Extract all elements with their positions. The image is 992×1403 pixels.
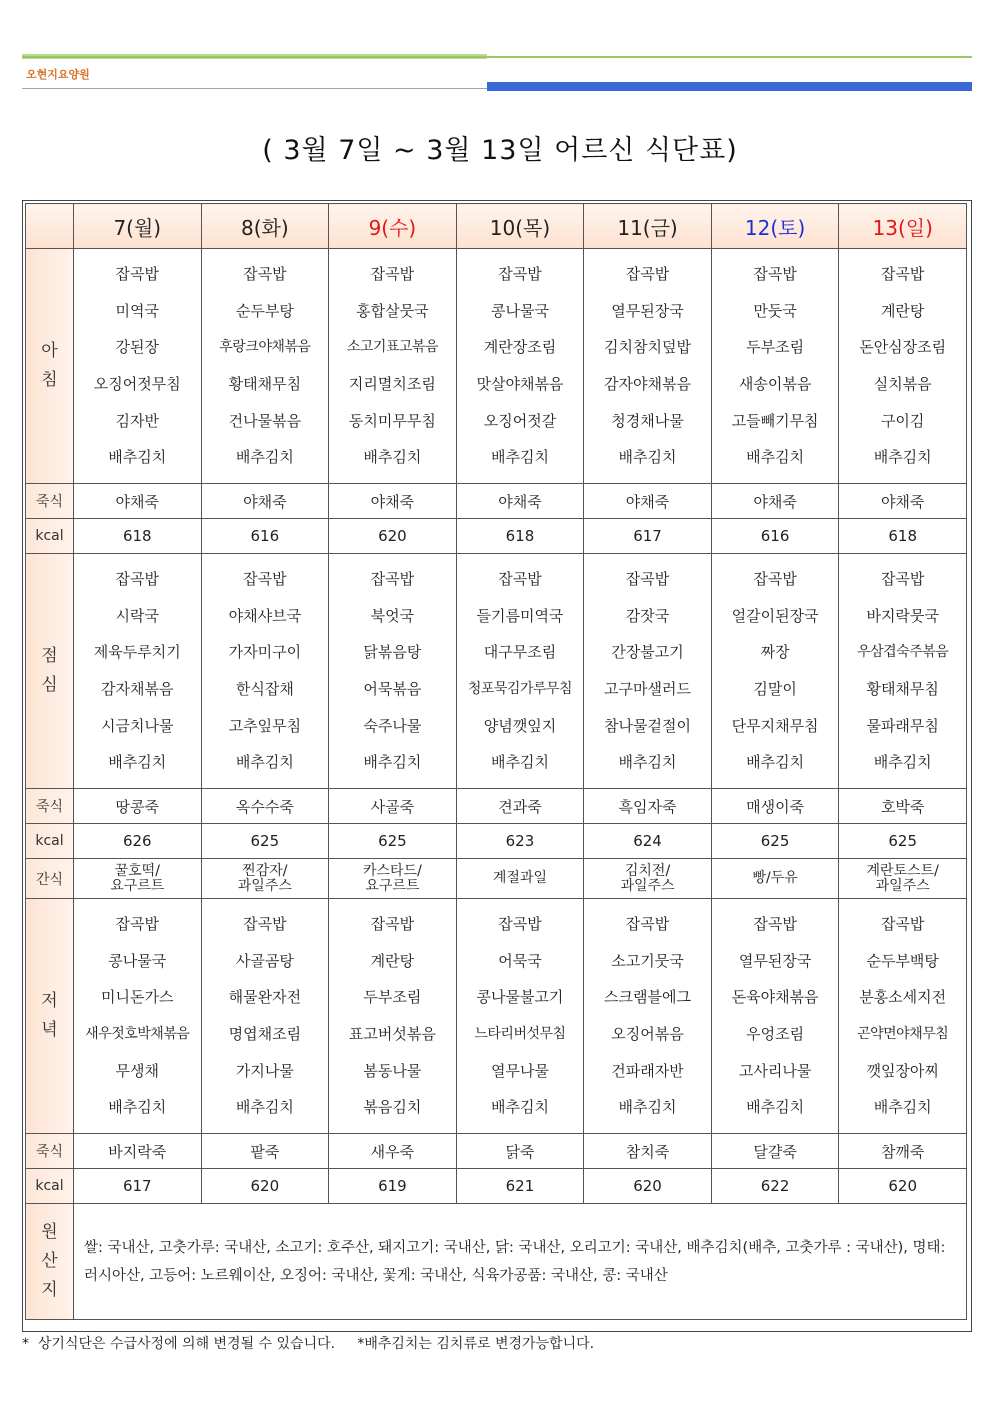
menu-item: 잡곡밥 bbox=[625, 915, 670, 934]
menu-item: 청포묵김가루무침 bbox=[467, 681, 573, 697]
menu-item: 들기름미역국 bbox=[476, 606, 564, 625]
breakfast-menu-row bbox=[26, 249, 967, 484]
header-blue-bar bbox=[487, 82, 972, 91]
menu-item: 계란장조림 bbox=[483, 338, 557, 357]
menu-item: 단무지채무침 bbox=[731, 716, 819, 735]
page-title: ( 3월 7일 ~ 3월 13일 어르신 식단표) bbox=[262, 135, 738, 166]
menu-item: 잡곡밥 bbox=[115, 915, 160, 934]
snack-cell bbox=[456, 859, 584, 899]
menu-item: 배추김치 bbox=[235, 1098, 294, 1117]
menu-item: 구이김 bbox=[880, 411, 925, 430]
menu-item: 얼갈이된장국 bbox=[731, 606, 819, 625]
row-label-kcal: kcal bbox=[26, 519, 74, 554]
porridge-cell: 야채죽 bbox=[201, 484, 329, 519]
menu-item: 맛살야채볶음 bbox=[476, 375, 564, 393]
dinner-menu-cell bbox=[839, 899, 967, 1134]
menu-item: 제육두루치기 bbox=[93, 643, 181, 662]
kcal-cell: 622 bbox=[711, 1169, 839, 1204]
porridge-cell: 팥죽 bbox=[201, 1134, 329, 1169]
porridge-cell: 호박죽 bbox=[839, 789, 967, 824]
menu-item: 분홍소세지전 bbox=[859, 988, 947, 1007]
menu-item: 배추김치 bbox=[873, 448, 932, 467]
menu-item: 잡곡밥 bbox=[498, 265, 542, 284]
porridge-cell: 매생이죽 bbox=[711, 789, 839, 824]
menu-item: 가자미구이 bbox=[228, 643, 302, 662]
menu-item: 만둣국 bbox=[753, 301, 797, 320]
breakfast-porridge-row bbox=[26, 484, 967, 519]
snack-line: 계란토스트/ bbox=[866, 862, 939, 879]
row-label-char: 지 bbox=[41, 1280, 58, 1300]
snack-line: 요구르트 bbox=[110, 877, 165, 894]
kcal-cell: 620 bbox=[201, 1169, 329, 1204]
menu-item: 잡곡밥 bbox=[753, 915, 797, 934]
origin-row bbox=[26, 1204, 967, 1320]
menu-item: 오징어젓갈 bbox=[483, 411, 557, 430]
menu-item: 실치볶음 bbox=[873, 375, 932, 393]
dinner-menu-cell bbox=[711, 899, 839, 1134]
lunch-menu-cell bbox=[456, 554, 584, 789]
row-label-char: 산 bbox=[41, 1251, 58, 1271]
menu-item: 잡곡밥 bbox=[498, 570, 542, 589]
header-green-line bbox=[22, 56, 972, 58]
kcal-cell: 620 bbox=[329, 519, 457, 554]
snack-cell bbox=[839, 859, 967, 899]
porridge-cell: 사골죽 bbox=[329, 789, 457, 824]
menu-item: 새송이볶음 bbox=[738, 375, 812, 393]
row-label-char: 아 bbox=[41, 341, 58, 361]
menu-item: 청경채나물 bbox=[611, 411, 684, 430]
snack-row bbox=[26, 859, 967, 899]
snack-line: 요구르트 bbox=[365, 877, 420, 894]
porridge-cell: 새우죽 bbox=[329, 1134, 457, 1169]
dinner-kcal-row bbox=[26, 1169, 967, 1204]
row-label-char: 점 bbox=[41, 646, 58, 666]
snack-line: 찐감자/ bbox=[242, 862, 288, 879]
breakfast-menu-cell bbox=[201, 249, 329, 484]
dinner-menu-cell bbox=[584, 899, 712, 1134]
menu-item: 순두부백탕 bbox=[866, 951, 939, 970]
menu-item: 잡곡밥 bbox=[880, 265, 925, 284]
dinner-menu-cell bbox=[329, 899, 457, 1134]
header-divider bbox=[22, 88, 487, 89]
menu-item: 두부조림 bbox=[363, 988, 422, 1007]
menu-item: 잡곡밥 bbox=[370, 265, 415, 284]
snack-line: 김치전/ bbox=[624, 862, 671, 879]
kcal-cell: 619 bbox=[329, 1169, 457, 1204]
menu-item: 홍합살뭇국 bbox=[356, 301, 429, 320]
menu-item: 가지나물 bbox=[235, 1061, 294, 1080]
breakfast-menu-cell bbox=[456, 249, 584, 484]
snack-cell bbox=[584, 859, 712, 899]
dinner-menu-cell bbox=[74, 899, 202, 1134]
breakfast-kcal-row bbox=[26, 519, 967, 554]
day-header: 7(월) bbox=[74, 204, 202, 249]
dinner-menu-cell bbox=[456, 899, 584, 1134]
menu-item: 봄동나물 bbox=[363, 1061, 422, 1080]
menu-item: 배추김치 bbox=[490, 448, 549, 467]
lunch-menu-row bbox=[26, 554, 967, 789]
kcal-cell: 623 bbox=[456, 824, 584, 859]
breakfast-menu-cell bbox=[329, 249, 457, 484]
menu-item: 배추김치 bbox=[746, 753, 805, 772]
dinner-menu-cell bbox=[201, 899, 329, 1134]
menu-item: 배추김치 bbox=[746, 1098, 805, 1117]
day-header: 9(수) bbox=[329, 204, 457, 249]
day-header: 10(목) bbox=[456, 204, 584, 249]
lunch-menu-cell bbox=[329, 554, 457, 789]
menu-item: 배추김치 bbox=[618, 1098, 677, 1117]
day-header: 8(화) bbox=[201, 204, 329, 249]
menu-item: 시금치나물 bbox=[101, 716, 174, 735]
day-header: 11(금) bbox=[584, 204, 712, 249]
menu-item: 배추김치 bbox=[108, 753, 167, 772]
kcal-cell: 618 bbox=[74, 519, 202, 554]
porridge-cell: 옥수수죽 bbox=[201, 789, 329, 824]
menu-item: 황태채무침 bbox=[228, 375, 302, 393]
porridge-cell: 야채죽 bbox=[329, 484, 457, 519]
row-label-lunch bbox=[26, 554, 74, 789]
menu-item: 콩나물국 bbox=[490, 301, 549, 320]
snack-cell bbox=[329, 859, 457, 899]
snack-line: 계절과일 bbox=[492, 870, 548, 886]
menu-item: 돈안심장조림 bbox=[859, 338, 947, 357]
porridge-cell: 야채죽 bbox=[584, 484, 712, 519]
menu-item: 새우젓호박채볶음 bbox=[85, 1026, 190, 1042]
snack-line: 빵/두유 bbox=[752, 870, 798, 886]
breakfast-menu-cell bbox=[839, 249, 967, 484]
porridge-cell: 흑임자죽 bbox=[584, 789, 712, 824]
row-label-char: 저 bbox=[41, 991, 58, 1011]
menu-item: 오징어볶음 bbox=[611, 1025, 684, 1043]
menu-item: 오징어젓무침 bbox=[93, 375, 181, 393]
menu-item: 열무된장국 bbox=[611, 301, 684, 320]
row-label-kcal: kcal bbox=[26, 824, 74, 859]
meal-table bbox=[25, 203, 967, 1320]
kcal-cell: 624 bbox=[584, 824, 712, 859]
menu-item: 계란탕 bbox=[880, 301, 925, 320]
menu-item: 참나물겉절이 bbox=[604, 716, 691, 735]
menu-item: 배추김치 bbox=[108, 1098, 167, 1117]
menu-item: 곤약면야채무침 bbox=[857, 1026, 949, 1042]
row-label-char: 원 bbox=[41, 1222, 58, 1242]
menu-item: 김말이 bbox=[753, 680, 797, 698]
menu-item: 콩나물국 bbox=[108, 951, 167, 970]
menu-item: 잡곡밥 bbox=[243, 915, 287, 934]
menu-item: 열무나물 bbox=[490, 1061, 549, 1080]
menu-item: 배추김치 bbox=[235, 448, 294, 467]
menu-item: 배추김치 bbox=[746, 448, 805, 467]
menu-item: 스크램블에그 bbox=[604, 988, 691, 1007]
corner-cell bbox=[26, 204, 74, 249]
menu-item: 한식잡채 bbox=[235, 680, 294, 698]
menu-item: 배추김치 bbox=[235, 753, 294, 772]
lunch-kcal-row bbox=[26, 824, 967, 859]
kcal-cell: 626 bbox=[74, 824, 202, 859]
porridge-cell: 참치죽 bbox=[584, 1134, 712, 1169]
menu-item: 배추김치 bbox=[363, 448, 422, 467]
org-name: 오현지요양원 bbox=[26, 68, 90, 81]
menu-item: 어묵국 bbox=[498, 951, 542, 970]
row-label-porridge: 죽식 bbox=[26, 1134, 74, 1169]
menu-item: 소고기뭇국 bbox=[611, 951, 684, 970]
row-label-porridge: 죽식 bbox=[26, 484, 74, 519]
menu-item: 짜장 bbox=[760, 643, 790, 662]
menu-item: 야채샤브국 bbox=[228, 606, 302, 625]
kcal-cell: 616 bbox=[201, 519, 329, 554]
menu-item: 잡곡밥 bbox=[115, 570, 160, 589]
menu-item: 배추김치 bbox=[618, 753, 677, 772]
menu-item: 고들빼기무침 bbox=[731, 411, 819, 430]
snack-line: 과일주스 bbox=[875, 877, 930, 894]
snack-cell bbox=[74, 859, 202, 899]
menu-item: 간장불고기 bbox=[611, 643, 684, 662]
menu-item: 소고기표고볶음 bbox=[346, 339, 438, 356]
menu-item: 배추김치 bbox=[108, 448, 167, 467]
menu-item: 김치참치덮밥 bbox=[604, 338, 691, 357]
menu-item: 배추김치 bbox=[363, 753, 422, 772]
lunch-menu-cell bbox=[839, 554, 967, 789]
menu-item: 잡곡밥 bbox=[625, 265, 670, 284]
menu-item: 시락국 bbox=[115, 606, 160, 625]
row-label-char: 침 bbox=[41, 370, 58, 390]
row-label-porridge: 죽식 bbox=[26, 789, 74, 824]
menu-item: 느타리버섯무침 bbox=[474, 1026, 566, 1042]
menu-item: 잡곡밥 bbox=[243, 265, 287, 284]
menu-item: 잡곡밥 bbox=[625, 570, 670, 589]
menu-item: 감자야채볶음 bbox=[604, 375, 691, 393]
menu-item: 고사리나물 bbox=[738, 1061, 812, 1080]
menu-item: 미니돈가스 bbox=[101, 988, 174, 1007]
row-label-dinner bbox=[26, 899, 74, 1134]
lunch-menu-cell bbox=[584, 554, 712, 789]
origin-text: 쌀: 국내산, 고춧가루: 국내산, 소고기: 호주산, 돼지고기: 국내산, 닭: 국내산, 오리고기: 국내산, 배추김치(배추, 고춧가루 : 국내산), 명태: 러시아산, 고등어: 노르웨이산, 오징어: 국내산, 꽃게: 국내산, 식육가공품: 국내산, 콩: 국내산 bbox=[74, 1204, 967, 1320]
menu-item: 사골곰탕 bbox=[235, 951, 294, 970]
menu-item: 두부조림 bbox=[746, 338, 805, 357]
breakfast-menu-cell bbox=[711, 249, 839, 484]
menu-item: 고구마샐러드 bbox=[604, 680, 691, 698]
porridge-cell: 바지락죽 bbox=[74, 1134, 202, 1169]
menu-item: 건나물볶음 bbox=[228, 411, 302, 430]
dinner-porridge-row bbox=[26, 1134, 967, 1169]
porridge-cell: 땅콩죽 bbox=[74, 789, 202, 824]
menu-item: 잡곡밥 bbox=[880, 915, 925, 934]
menu-item: 김자반 bbox=[115, 411, 160, 430]
lunch-menu-cell bbox=[201, 554, 329, 789]
lunch-menu-cell bbox=[74, 554, 202, 789]
kcal-cell: 625 bbox=[711, 824, 839, 859]
menu-item: 해물완자전 bbox=[228, 988, 302, 1007]
menu-item: 잡곡밥 bbox=[498, 915, 542, 934]
porridge-cell: 야채죽 bbox=[456, 484, 584, 519]
menu-item: 배추김치 bbox=[490, 1098, 549, 1117]
menu-item: 감자채볶음 bbox=[101, 680, 174, 698]
menu-item: 북엇국 bbox=[370, 606, 415, 625]
snack-cell bbox=[711, 859, 839, 899]
porridge-cell: 야채죽 bbox=[711, 484, 839, 519]
menu-item: 명엽채조림 bbox=[228, 1025, 302, 1043]
menu-item: 고추잎무침 bbox=[228, 716, 302, 735]
row-label-char: 심 bbox=[41, 675, 58, 695]
day-header: 12(토) bbox=[711, 204, 839, 249]
snack-cell bbox=[201, 859, 329, 899]
breakfast-menu-cell bbox=[74, 249, 202, 484]
menu-item: 건파래자반 bbox=[611, 1061, 684, 1080]
row-label-origin bbox=[26, 1204, 74, 1320]
footer-note: * 상기식단은 수급사정에 의해 변경될 수 있습니다. *배추김치는 김치류로 변경가능합니다. bbox=[22, 1336, 595, 1352]
menu-item: 잡곡밥 bbox=[115, 265, 160, 284]
menu-item: 동치미무무침 bbox=[348, 411, 436, 430]
kcal-cell: 617 bbox=[584, 519, 712, 554]
menu-item: 잡곡밥 bbox=[753, 265, 797, 284]
menu-item: 배추김치 bbox=[490, 753, 549, 772]
menu-item: 감잣국 bbox=[625, 606, 670, 625]
kcal-cell: 621 bbox=[456, 1169, 584, 1204]
menu-item: 볶음김치 bbox=[363, 1098, 422, 1117]
day-header: 13(일) bbox=[839, 204, 967, 249]
menu-item: 우엉조림 bbox=[746, 1025, 805, 1043]
menu-item: 숙주나물 bbox=[363, 716, 422, 735]
menu-item: 잡곡밥 bbox=[370, 570, 415, 589]
menu-item: 닭볶음탕 bbox=[363, 643, 422, 662]
breakfast-menu-cell bbox=[584, 249, 712, 484]
porridge-cell: 닭죽 bbox=[456, 1134, 584, 1169]
menu-item: 열무된장국 bbox=[738, 951, 812, 970]
day-header-row bbox=[26, 204, 967, 249]
menu-item: 잡곡밥 bbox=[243, 570, 287, 589]
porridge-cell: 야채죽 bbox=[74, 484, 202, 519]
menu-item: 순두부탕 bbox=[235, 301, 294, 320]
menu-item: 물파래무침 bbox=[866, 716, 939, 735]
kcal-cell: 625 bbox=[201, 824, 329, 859]
menu-item: 대구무조림 bbox=[483, 643, 557, 662]
lunch-menu-cell bbox=[711, 554, 839, 789]
lunch-porridge-row bbox=[26, 789, 967, 824]
menu-item: 어묵볶음 bbox=[363, 680, 422, 698]
row-label-char: 녁 bbox=[41, 1020, 58, 1040]
menu-item: 표고버섯볶음 bbox=[348, 1025, 436, 1043]
menu-item: 잡곡밥 bbox=[370, 915, 415, 934]
menu-item: 지리멸치조림 bbox=[348, 375, 436, 393]
snack-line: 카스타드/ bbox=[362, 862, 422, 879]
row-label-snack: 간식 bbox=[26, 859, 74, 899]
menu-item: 배추김치 bbox=[873, 1098, 932, 1117]
snack-line: 꿀호떡/ bbox=[114, 862, 160, 879]
menu-item: 양념깻잎지 bbox=[483, 716, 557, 735]
porridge-cell: 달걀죽 bbox=[711, 1134, 839, 1169]
porridge-cell: 참깨죽 bbox=[839, 1134, 967, 1169]
dinner-menu-row bbox=[26, 899, 967, 1134]
snack-line: 과일주스 bbox=[237, 877, 292, 894]
menu-item: 계란탕 bbox=[370, 951, 415, 970]
menu-item: 무생채 bbox=[115, 1061, 160, 1080]
menu-item: 콩나물불고기 bbox=[476, 988, 564, 1007]
menu-item: 우삼겹숙주볶음 bbox=[857, 644, 949, 661]
snack-line: 과일주스 bbox=[620, 877, 675, 894]
kcal-cell: 625 bbox=[329, 824, 457, 859]
porridge-cell: 견과죽 bbox=[456, 789, 584, 824]
menu-item: 돈육야채볶음 bbox=[731, 988, 819, 1007]
kcal-cell: 620 bbox=[584, 1169, 712, 1204]
row-label-breakfast bbox=[26, 249, 74, 484]
menu-item: 황태채무침 bbox=[866, 680, 939, 698]
menu-item: 잡곡밥 bbox=[880, 570, 925, 589]
kcal-cell: 617 bbox=[74, 1169, 202, 1204]
menu-item: 배추김치 bbox=[618, 448, 677, 467]
kcal-cell: 620 bbox=[839, 1169, 967, 1204]
kcal-cell: 618 bbox=[839, 519, 967, 554]
porridge-cell: 야채죽 bbox=[839, 484, 967, 519]
kcal-cell: 618 bbox=[456, 519, 584, 554]
menu-item: 배추김치 bbox=[873, 753, 932, 772]
menu-item: 깻잎장아찌 bbox=[866, 1061, 939, 1080]
menu-item: 미역국 bbox=[115, 301, 160, 320]
kcal-cell: 625 bbox=[839, 824, 967, 859]
menu-item: 바지락뭇국 bbox=[866, 606, 939, 625]
kcal-cell: 616 bbox=[711, 519, 839, 554]
row-label-kcal: kcal bbox=[26, 1169, 74, 1204]
menu-item: 잡곡밥 bbox=[753, 570, 797, 589]
menu-item: 강된장 bbox=[115, 338, 160, 357]
menu-item: 후랑크야채볶음 bbox=[219, 339, 311, 356]
